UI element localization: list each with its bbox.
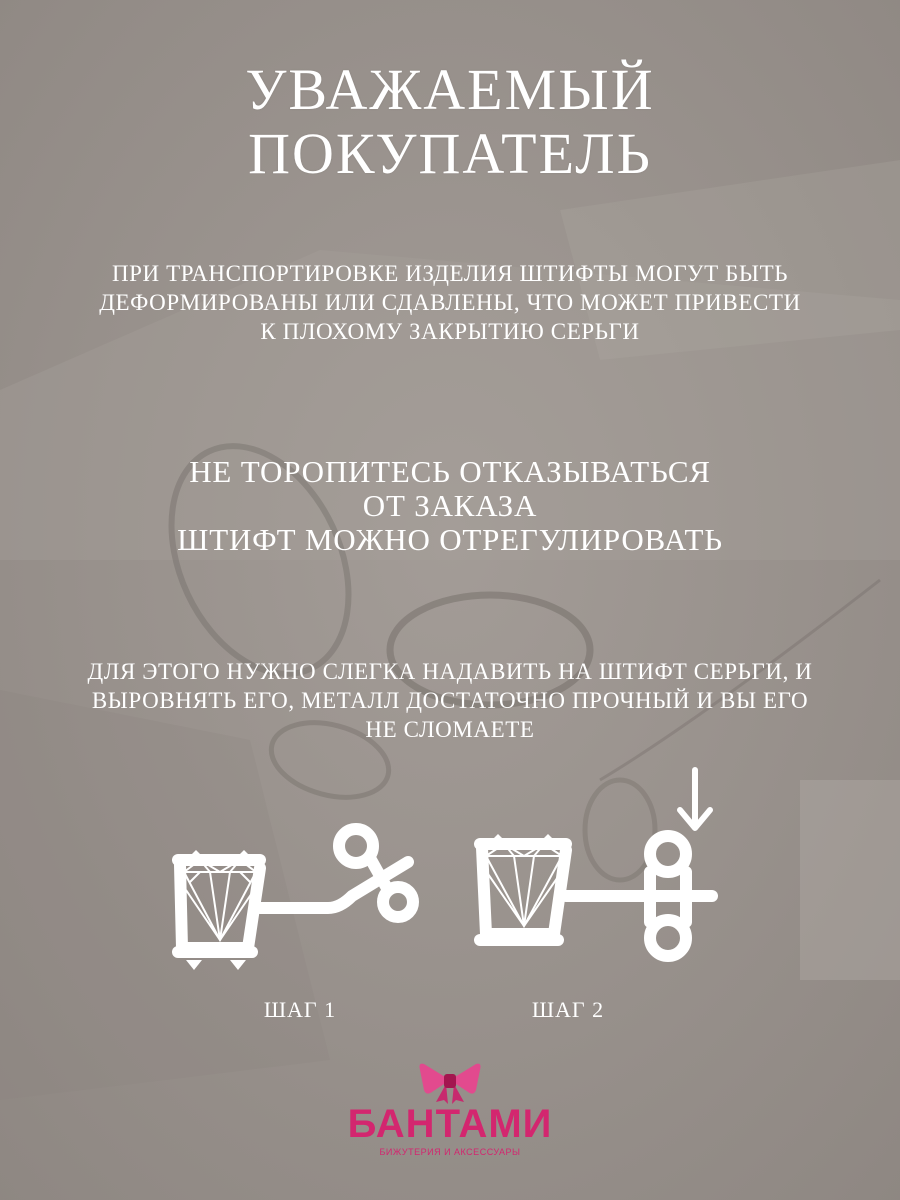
notice-line: НЕ СЛОМАЕТЕ — [365, 717, 535, 742]
page-title — [0, 58, 900, 186]
notice-line: ОТ ЗАКАЗА — [362, 488, 538, 523]
notice-line: ДЛЯ ЭТОГО НУЖНО СЛЕГКА НАДАВИТЬ НА ШТИФТ СЕРЬГИ, И — [87, 659, 813, 684]
title-line-1: УВАЖАЕМЫЙ — [245, 57, 655, 122]
notice-line: ШТИФТ МОЖНО ОТРЕГУЛИРОВАТЬ — [177, 522, 723, 557]
instruction-text — [20, 657, 880, 744]
brand-logo — [330, 1062, 570, 1162]
straight-earring-pin-icon — [462, 762, 732, 962]
notice-line: ДЕФОРМИРОВАНЫ ИЛИ СДАВЛЕНЫ, ЧТО МОЖЕТ ПРИВЕСТИ — [99, 290, 801, 315]
brand-name: БАНТАМИ — [347, 1102, 553, 1146]
notice-line: К ПЛОХОМУ ЗАКРЫТИЮ СЕРЬГИ — [260, 319, 640, 344]
notice-line: ВЫРОВНЯТЬ ЕГО, МЕТАЛЛ ДОСТАТОЧНО ПРОЧНЫЙ И ВЫ ЕГО — [91, 688, 809, 713]
arrow-down-icon — [680, 770, 710, 828]
bent-earring-pin-icon — [160, 820, 430, 980]
notice-line: ПРИ ТРАНСПОРТИРОВКЕ ИЗДЕЛИЯ ШТИФТЫ МОГУТ БЫТЬ — [111, 261, 789, 286]
dont-cancel-notice — [20, 455, 880, 557]
brand-tagline: БИЖУТЕРИЯ И АКСЕССУАРЫ — [379, 1147, 521, 1157]
bow-logo-icon — [418, 1062, 482, 1104]
notice-line: НЕ ТОРОПИТЕСЬ ОТКАЗЫВАТЬСЯ — [189, 454, 711, 489]
transport-notice — [20, 259, 880, 346]
step-1-label: ШАГ 1 — [263, 997, 337, 1022]
title-line-2: ПОКУПАТЕЛЬ — [248, 121, 652, 186]
step-2-label: ШАГ 2 — [531, 997, 605, 1022]
